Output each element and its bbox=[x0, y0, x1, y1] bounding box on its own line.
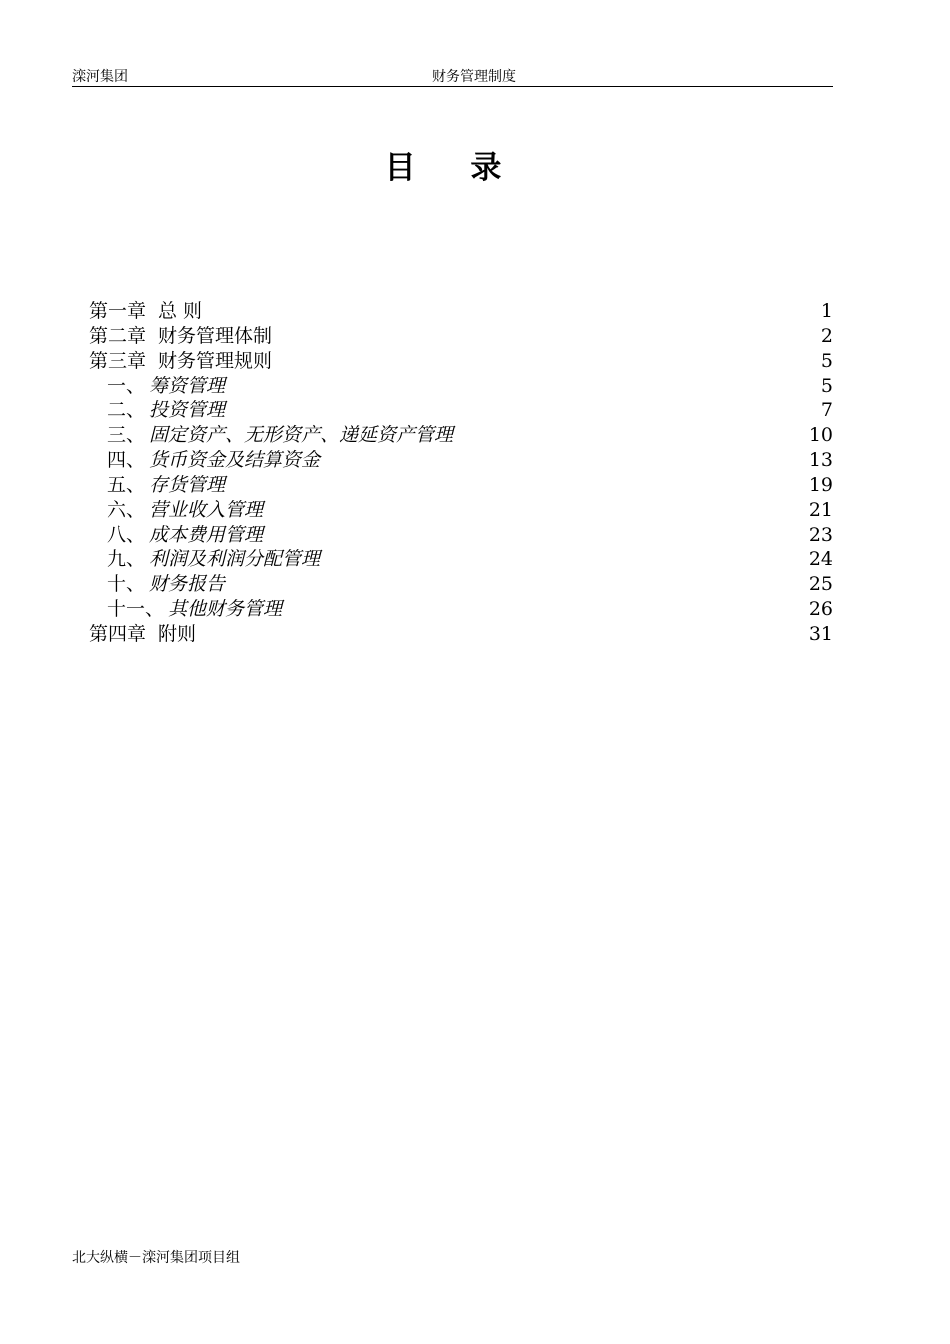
toc-entry-number: 第二章 bbox=[89, 324, 147, 347]
toc-entry-label: 投资管理 bbox=[149, 399, 226, 422]
toc-entry-page: 2 bbox=[820, 324, 833, 347]
toc-entry-number: 八、 bbox=[107, 523, 146, 546]
toc-entry-page: 19 bbox=[808, 473, 833, 496]
toc-title: 目 录 bbox=[384, 150, 524, 186]
toc-entry[interactable] bbox=[89, 398, 833, 423]
toc-entry-label: 财务管理体制 bbox=[158, 324, 273, 347]
toc-entry-number: 第三章 bbox=[89, 349, 147, 372]
toc-entry[interactable] bbox=[89, 523, 833, 548]
toc-entry-label: 存货管理 bbox=[149, 473, 226, 496]
toc-entry-label: 固定资产、无形资产、递延资产管理 bbox=[149, 424, 454, 447]
toc-entry[interactable] bbox=[89, 299, 833, 324]
header-company: 滦河集团 bbox=[72, 69, 128, 85]
toc-entry-page: 21 bbox=[808, 498, 833, 521]
toc-entry-page: 1 bbox=[820, 300, 833, 322]
toc-entry-page: 10 bbox=[808, 424, 833, 447]
toc-entry-label: 其他财务管理 bbox=[168, 598, 283, 621]
toc-entry-number: 五、 bbox=[107, 473, 146, 496]
toc-entry-number: 十一、 bbox=[107, 598, 165, 621]
toc-entry-label: 筹资管理 bbox=[149, 374, 226, 397]
toc-entry[interactable] bbox=[89, 473, 833, 498]
toc-entry[interactable] bbox=[89, 374, 833, 399]
toc-entry[interactable] bbox=[89, 448, 833, 473]
toc-entry[interactable] bbox=[89, 349, 833, 374]
toc-entry-label: 财务管理规则 bbox=[158, 349, 273, 372]
toc-entry-number: 一、 bbox=[107, 374, 146, 397]
toc-entry[interactable] bbox=[89, 324, 833, 349]
toc-entry-label: 货币资金及结算资金 bbox=[149, 449, 321, 472]
toc-entry-page: 24 bbox=[808, 548, 833, 571]
toc-entry-number: 三、 bbox=[107, 424, 146, 447]
toc-entry-label: 利润及利润分配管理 bbox=[149, 548, 321, 571]
page-footer: 北大纵横－滦河集团项目组 bbox=[72, 1250, 240, 1266]
toc-entry-number: 九、 bbox=[107, 548, 146, 571]
page-header bbox=[72, 64, 833, 87]
toc-entry-label: 营业收入管理 bbox=[149, 498, 264, 521]
toc-entry-number: 第四章 bbox=[89, 622, 147, 645]
toc-entry-page: 13 bbox=[808, 449, 833, 472]
toc-entry-page: 25 bbox=[808, 573, 833, 596]
toc-entry-number: 十、 bbox=[107, 573, 146, 596]
toc-entry-label: 成本费用管理 bbox=[149, 523, 264, 546]
toc-entry-label: 附则 bbox=[158, 622, 197, 645]
table-of-contents bbox=[89, 299, 833, 647]
toc-entry-page: 26 bbox=[808, 598, 833, 621]
toc-entry-page: 5 bbox=[820, 349, 833, 372]
toc-entry-page: 23 bbox=[808, 523, 833, 546]
toc-entry[interactable] bbox=[89, 547, 833, 572]
toc-entry-number: 二、 bbox=[107, 399, 146, 422]
toc-entry[interactable] bbox=[89, 597, 833, 622]
toc-entry[interactable] bbox=[89, 423, 833, 448]
toc-entry[interactable] bbox=[89, 622, 833, 647]
toc-entry-label: 总 则 bbox=[158, 300, 203, 322]
toc-entry-page: 31 bbox=[808, 622, 833, 645]
toc-entry-page: 7 bbox=[820, 399, 833, 422]
toc-entry[interactable] bbox=[89, 572, 833, 597]
toc-entry-label: 财务报告 bbox=[149, 573, 226, 596]
toc-entry-number: 第一章 bbox=[89, 300, 147, 322]
header-doc-title: 财务管理制度 bbox=[432, 69, 516, 85]
toc-entry-page: 5 bbox=[820, 374, 833, 397]
toc-entry[interactable] bbox=[89, 498, 833, 523]
toc-entry-number: 六、 bbox=[107, 498, 146, 521]
toc-entry-number: 四、 bbox=[107, 449, 146, 472]
